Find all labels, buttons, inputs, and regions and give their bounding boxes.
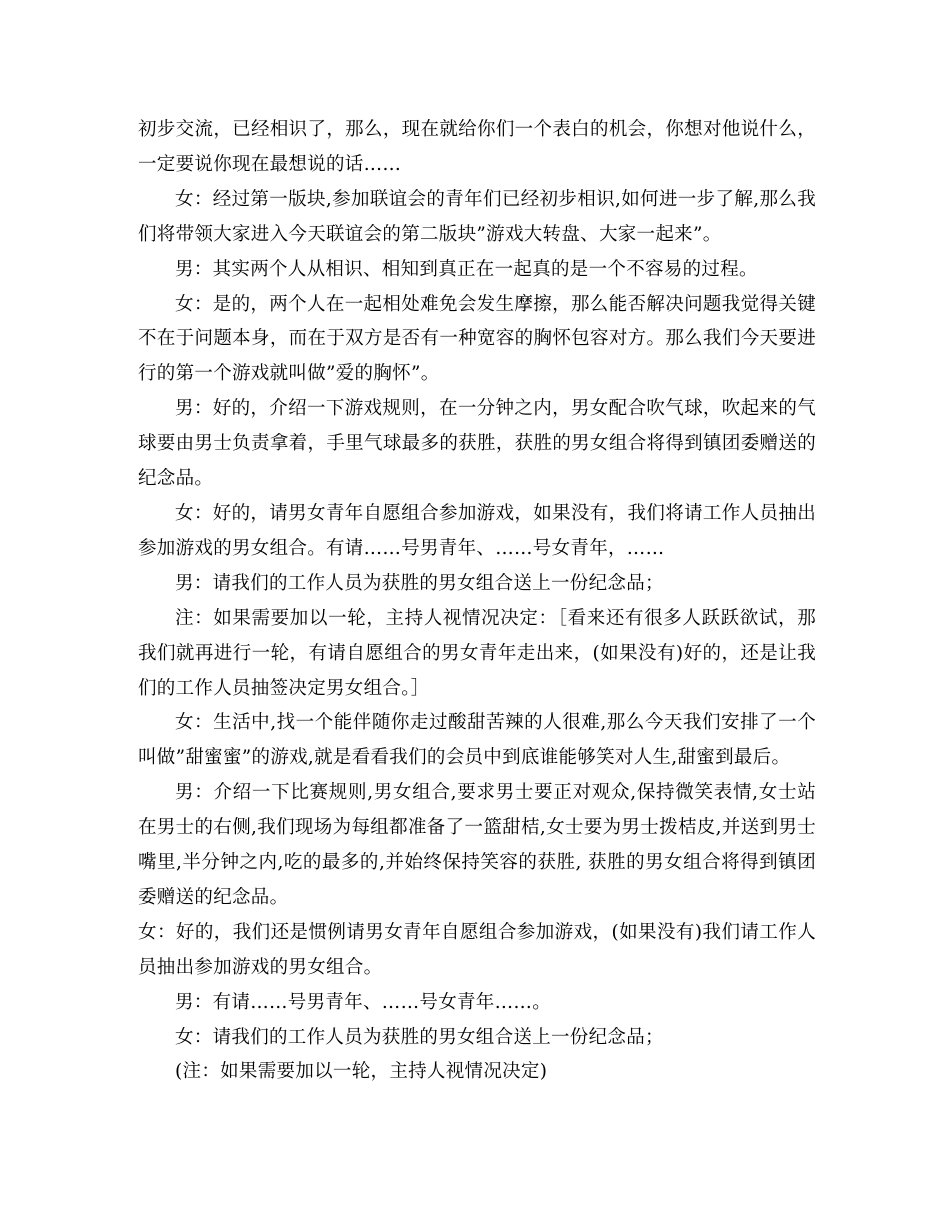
paragraph-8: 注：如果需要加以一轮，主持人视情况决定：［看来还有很多人跃跃欲试，那我们就再进行一轮，有请自愿组合的男女青年走出来，(如果没有)好的，还是让我们的工作人员抽签决定男女组合。］ <box>138 607 816 699</box>
paragraph-12: 男：有请……号男青年、……号女青年……。 <box>175 991 552 1013</box>
paragraph-5: 男：好的，介绍一下游戏规则，在一分钟之内，男女配合吹气球，吹起来的气球要由男士负责拿着，手里气球最多的获胜，获胜的男女组合将得到镇团委赠送的纪念品。 <box>138 398 816 490</box>
paragraph-2: 女：经过第一版块,参加联谊会的青年们已经初步相识,如何进一步了解,那么我们将带领大家进入今天联谊会的第二版块”游戏大转盘、大家一起来”。 <box>138 188 816 245</box>
paragraph-4: 女：是的，两个人在一起相处难免会发生摩擦，那么能否解决问题我觉得关键不在于问题本身，而在于双方是否有一种宽容的胸怀包容对方。那么我们今天要进行的第一个游戏就叫做”爱的胸怀”。 <box>138 293 816 385</box>
paragraph-11: 女：好的，我们还是惯例请男女青年自愿组合参加游戏，(如果没有)我们请工作人员抽出参加游戏的男女组合。 <box>138 921 816 978</box>
paragraph-7: 男：请我们的工作人员为获胜的男女组合送上一份纪念品； <box>175 572 664 594</box>
paragraph-14: (注：如果需要加以一轮，主持人视情况决定) <box>175 1061 548 1083</box>
paragraph-10: 男：介绍一下比赛规则,男女组合,要求男士要正对观众,保持微笑表情,女士站在男士的右侧,我们现场为每组都准备了一篮甜桔,女士要为男士拨桔皮,并送到男士嘴里,半分钟之内,吃的最多的,并始终保持笑容的获胜, 获胜的男女组合将得到镇团委赠送的纪念品。 <box>138 782 816 908</box>
paragraph-3: 男：其实两个人从相识、相知到真正在一起真的是一个不容易的过程。 <box>175 258 758 280</box>
paragraph-13: 女：请我们的工作人员为获胜的男女组合送上一份纪念品； <box>175 1026 664 1048</box>
document-body <box>138 113 816 1090</box>
paragraph-9: 女：生活中,找一个能伴随你走过酸甜苦辣的人很难,那么今天我们安排了一个叫做”甜蜜蜜”的游戏,就是看看我们的会员中到底谁能够笑对人生,甜蜜到最后。 <box>138 712 816 769</box>
paragraph-6: 女：好的，请男女青年自愿组合参加游戏，如果没有，我们将请工作人员抽出参加游戏的男女组合。有请……号男青年、……号女青年，…… <box>138 502 816 559</box>
paragraph-1: 初步交流，已经相识了，那么，现在就给你们一个表白的机会，你想对他说什么，一定要说你现在最想说的话…… <box>138 119 816 175</box>
